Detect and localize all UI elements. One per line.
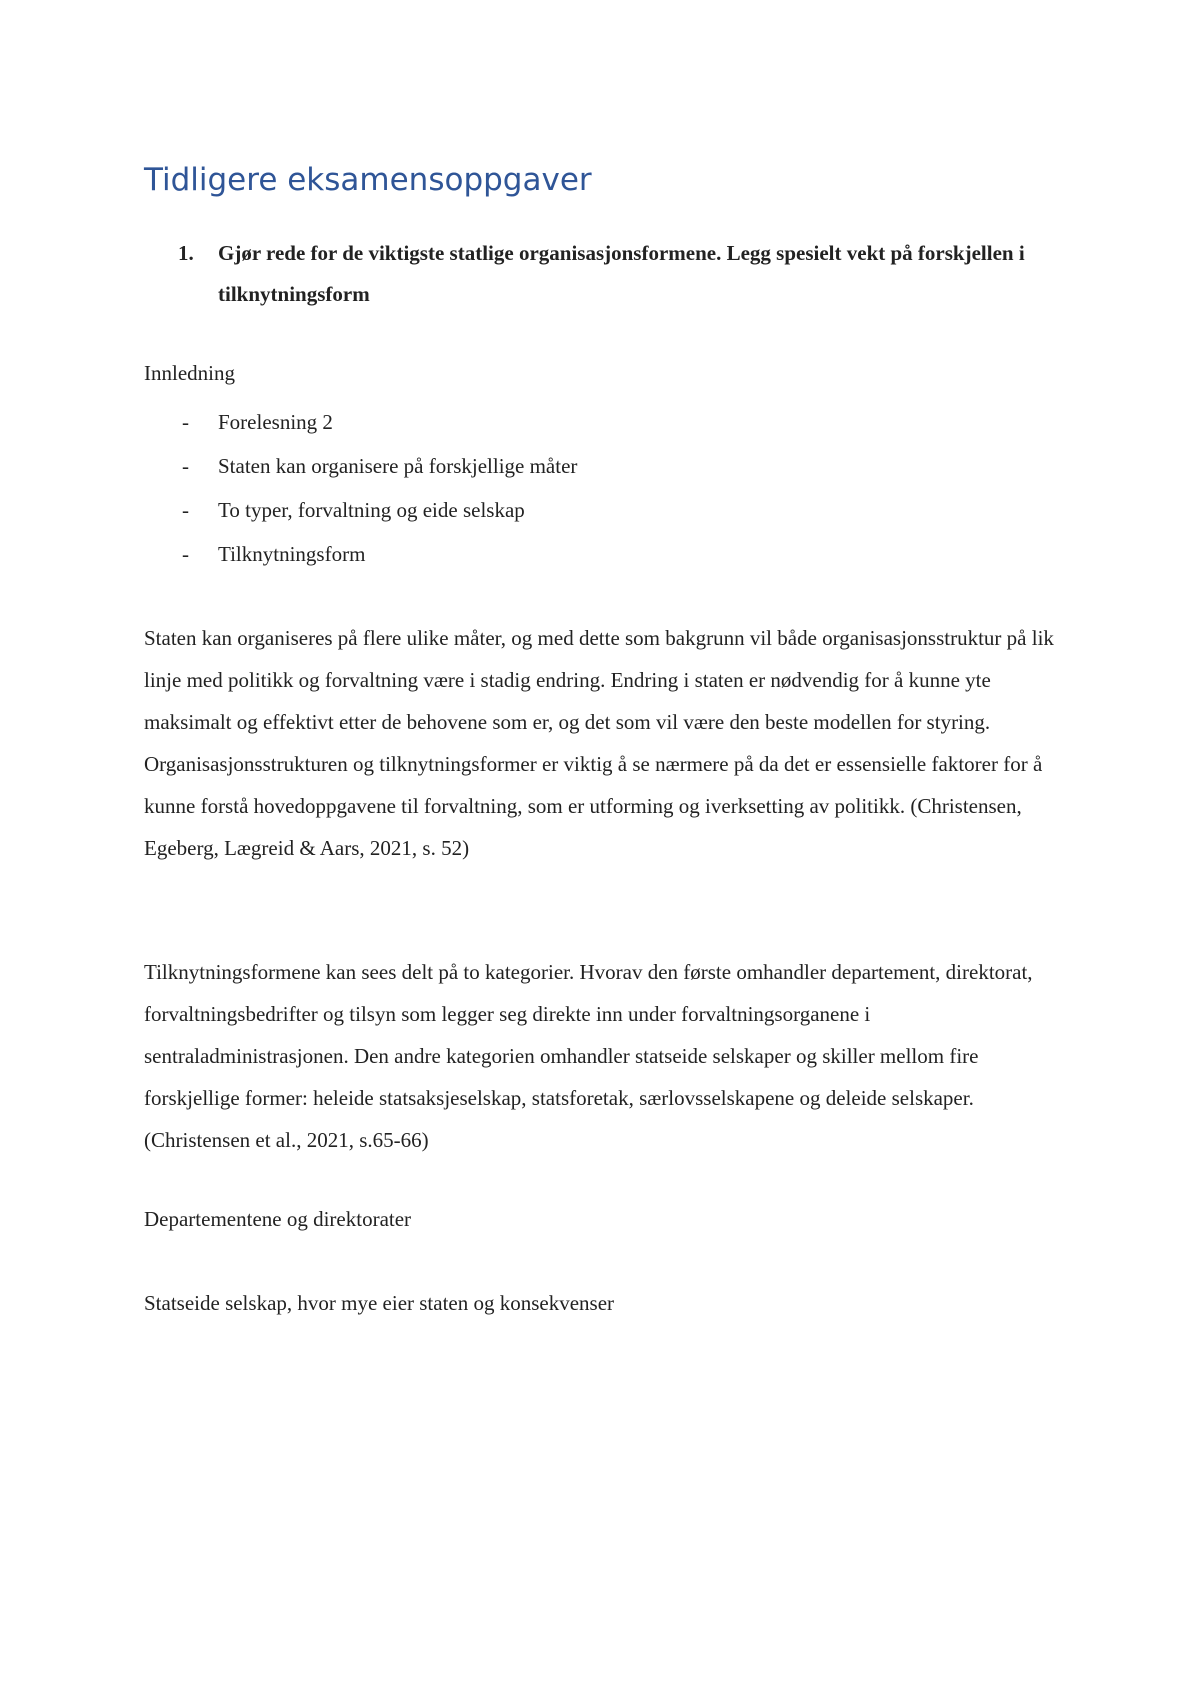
bullet-marker: -: [182, 410, 189, 434]
body-paragraph: Staten kan organiseres på flere ulike måter, og med dette som bakgrunn vil både organisasjonsstruktur på lik linje med politikk og forvaltning være i stadig endring. Endring i staten er nødvendig for å kunne yte maksimalt og effektivt etter de behovene som er, og det som vil være den beste modellen for styring. Organisasjonsstrukturen og tilknytningsformer er viktig å se nærmere på da det er essensielle faktorer for å kunne forstå hovedoppgavene til forvaltning, som er utforming og iverksetting av politikk. (Christensen, Egeberg, Lægreid & Aars, 2021, s. 52): [144, 626, 1054, 860]
intro-label: Innledning: [144, 361, 235, 385]
question-text: Gjør rede for de viktigste statlige organisasjonsformene. Legg spesielt vekt på forskjellen i tilknytningsform: [218, 241, 1025, 306]
question-number: 1.: [178, 241, 194, 265]
exam-question: [178, 233, 1058, 315]
bullet-text: Staten kan organisere på forskjellige måter: [218, 454, 578, 478]
bullet-text: Tilknytningsform: [218, 542, 366, 566]
bullet-text: To typer, forvaltning og eide selskap: [218, 498, 525, 522]
bullet-marker: -: [182, 498, 189, 522]
body-paragraph: Tilknytningsformene kan sees delt på to kategorier. Hvorav den første omhandler departement, direktorat, forvaltningsbedrifter og tilsyn som legger seg direkte inn under forvaltningsorganene i sentraladministrasjonen. Den andre kategorien omhandler statseide selskaper og skiller mellom fire forskjellige former: heleide statsaksjeselskap, statsforetak, særlovsselskapene og deleide selskaper. (Christensen et al., 2021, s.65-66): [144, 960, 1033, 1152]
list-item: [182, 532, 577, 576]
section-heading: Departementene og direktorater: [144, 1207, 412, 1231]
list-item: [182, 444, 577, 488]
list-item: [182, 400, 577, 444]
list-item: [182, 488, 577, 532]
bullet-text: Forelesning 2: [218, 410, 333, 434]
bullet-marker: -: [182, 454, 189, 478]
section-heading: Statseide selskap, hvor mye eier staten og konsekvenser: [144, 1291, 615, 1315]
bullet-marker: -: [182, 542, 189, 566]
bullet-list: [182, 400, 577, 576]
page-title: Tidligere eksamensoppgaver: [144, 162, 592, 198]
